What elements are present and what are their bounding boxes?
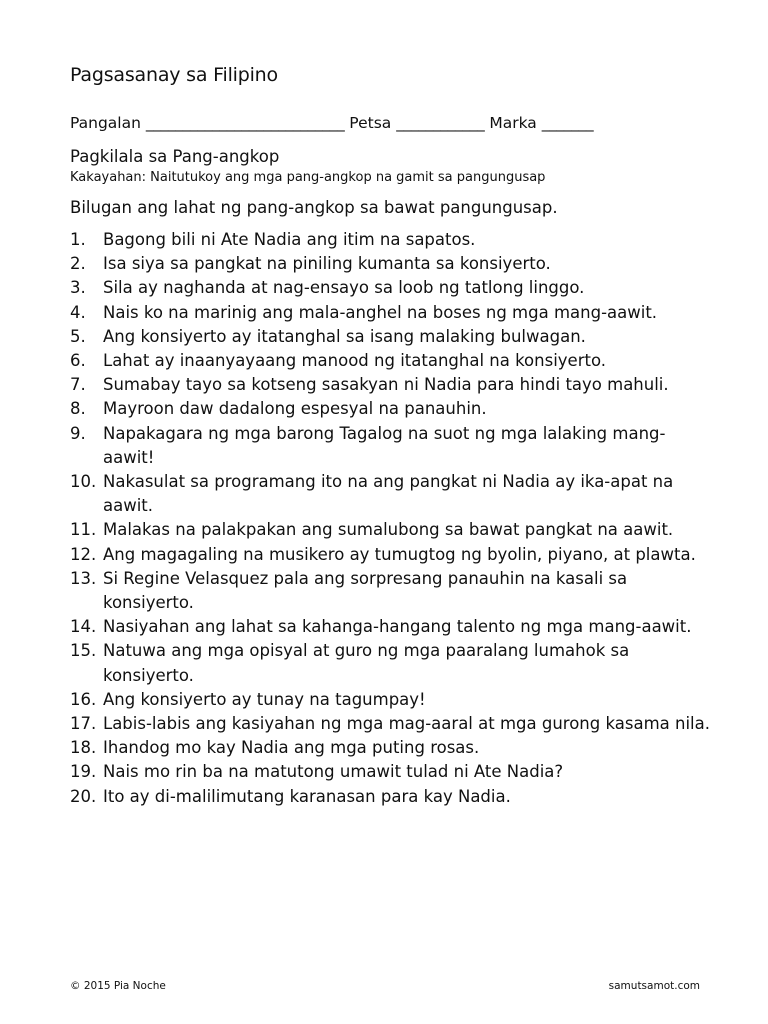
exercise-sentence: Ito ay di-malilimutang karanasan para kay Nadia. (103, 786, 511, 806)
exercise-sentence: Nakasulat sa programang ito na ang pangkat ni Nadia ay ika-apat na aawit. (103, 472, 674, 516)
exercise-number: 17. (70, 714, 97, 734)
name-blank: ___________________________ (145, 114, 345, 132)
date-label: Petsa (349, 114, 392, 132)
worksheet (70, 58, 720, 809)
name-label: Pangalan (70, 114, 141, 132)
exercise-number: 5. (70, 326, 86, 346)
skill-description: Kakayahan: Naitutukoy ang mga pang-angkop na gamit sa pangungusap (70, 170, 546, 185)
exercise-number: 14. (70, 617, 97, 637)
exercise-number: 8. (70, 399, 86, 419)
exercise-sentence: Lahat ay inaanyayaang manood ng itatanghal na konsiyerto. (103, 351, 607, 371)
website-text: samutsamot.com (608, 980, 700, 992)
date-blank: ____________ (396, 114, 485, 132)
score-label: Marka (489, 114, 537, 132)
exercise-number: 2. (70, 254, 86, 274)
exercise-number: 18. (70, 738, 97, 758)
exercise-sentence: Malakas na palakpakan ang sumalubong sa bawat pangkat na aawit. (103, 520, 674, 540)
score-blank: _______ (541, 114, 594, 132)
exercise-sentence: Ang magagaling na musikero ay tumugtog ng byolin, piyano, at plawta. (103, 544, 696, 564)
exercise-item (70, 518, 720, 542)
exercise-item (70, 276, 720, 300)
exercise-item (70, 712, 720, 736)
exercise-number: 10. (70, 472, 97, 492)
exercise-item (70, 325, 720, 349)
exercise-item (70, 543, 720, 567)
exercise-sentence: Nais ko na marinig ang mala-anghel na boses ng mga mang-aawit. (103, 302, 658, 322)
exercise-number: 15. (70, 641, 97, 661)
exercise-number: 7. (70, 375, 86, 395)
exercise-sentence: Nasiyahan ang lahat sa kahanga-hangang talento ng mga mang-aawit. (103, 617, 692, 637)
exercise-item (70, 785, 720, 809)
instruction: Bilugan ang lahat ng pang-angkop sa bawat pangungusap. (70, 198, 558, 217)
exercise-number: 11. (70, 520, 97, 540)
exercise-sentence: Ang konsiyerto ay tunay na tagumpay! (103, 689, 426, 709)
worksheet-title: Pagsasanay sa Filipino (70, 64, 278, 86)
exercise-number: 4. (70, 302, 86, 322)
exercise-number: 12. (70, 544, 97, 564)
section-title: Pagkilala sa Pang-angkop (70, 147, 280, 166)
exercise-list (70, 228, 720, 809)
exercise-sentence: Natuwa ang mga opisyal at guro ng mga paaralang lumahok sa konsiyerto. (103, 641, 630, 685)
exercise-sentence: Si Regine Velasquez pala ang sorpresang panauhin na kasali sa konsiyerto. (103, 568, 628, 613)
exercise-number: 3. (70, 278, 86, 298)
exercise-item (70, 301, 720, 325)
exercise-item (70, 615, 720, 639)
exercise-item (70, 349, 720, 373)
exercise-sentence: Ang konsiyerto ay itatanghal sa isang malaking bulwagan. (103, 326, 586, 346)
exercise-item (70, 567, 720, 615)
exercise-number: 9. (70, 423, 86, 443)
exercise-item (70, 252, 720, 276)
exercise-sentence: Labis-labis ang kasiyahan ng mga mag-aaral at mga gurong kasama nila. (103, 714, 710, 734)
exercise-sentence: Sila ay naghanda at nag-ensayo sa loob ng tatlong linggo. (103, 278, 585, 298)
exercise-item (70, 397, 720, 421)
exercise-item (70, 470, 720, 518)
exercise-item (70, 228, 720, 252)
exercise-item (70, 639, 720, 687)
exercise-item (70, 422, 720, 470)
exercise-item (70, 373, 720, 397)
exercise-item (70, 736, 720, 760)
exercise-sentence: Isa siya sa pangkat na piniling kumanta sa konsiyerto. (103, 254, 551, 274)
exercise-item (70, 760, 720, 784)
exercise-sentence: Sumabay tayo sa kotseng sasakyan ni Nadia para hindi tayo mahuli. (103, 375, 669, 395)
exercise-number: 19. (70, 762, 97, 782)
exercise-number: 20. (70, 786, 97, 806)
exercise-number: 6. (70, 351, 86, 371)
exercise-sentence: Bagong bili ni Ate Nadia ang itim na sapatos. (103, 230, 476, 249)
exercise-number: 1. (70, 230, 86, 249)
exercise-sentence: Napakagara ng mga barong Tagalog na suot ng mga lalaking mang-aawit! (103, 423, 666, 467)
exercise-sentence: Nais mo rin ba na matutong umawit tulad ni Ate Nadia? (103, 762, 564, 782)
copyright-text: © 2015 Pia Noche (70, 980, 166, 992)
footer (70, 978, 700, 994)
exercise-number: 16. (70, 689, 97, 709)
exercise-item (70, 688, 720, 712)
exercise-sentence: Mayroon daw dadalong espesyal na panauhin. (103, 399, 487, 419)
exercise-number: 13. (70, 568, 97, 588)
student-info-fields (70, 112, 720, 134)
exercise-sentence: Ihandog mo kay Nadia ang mga puting rosas. (103, 738, 480, 758)
